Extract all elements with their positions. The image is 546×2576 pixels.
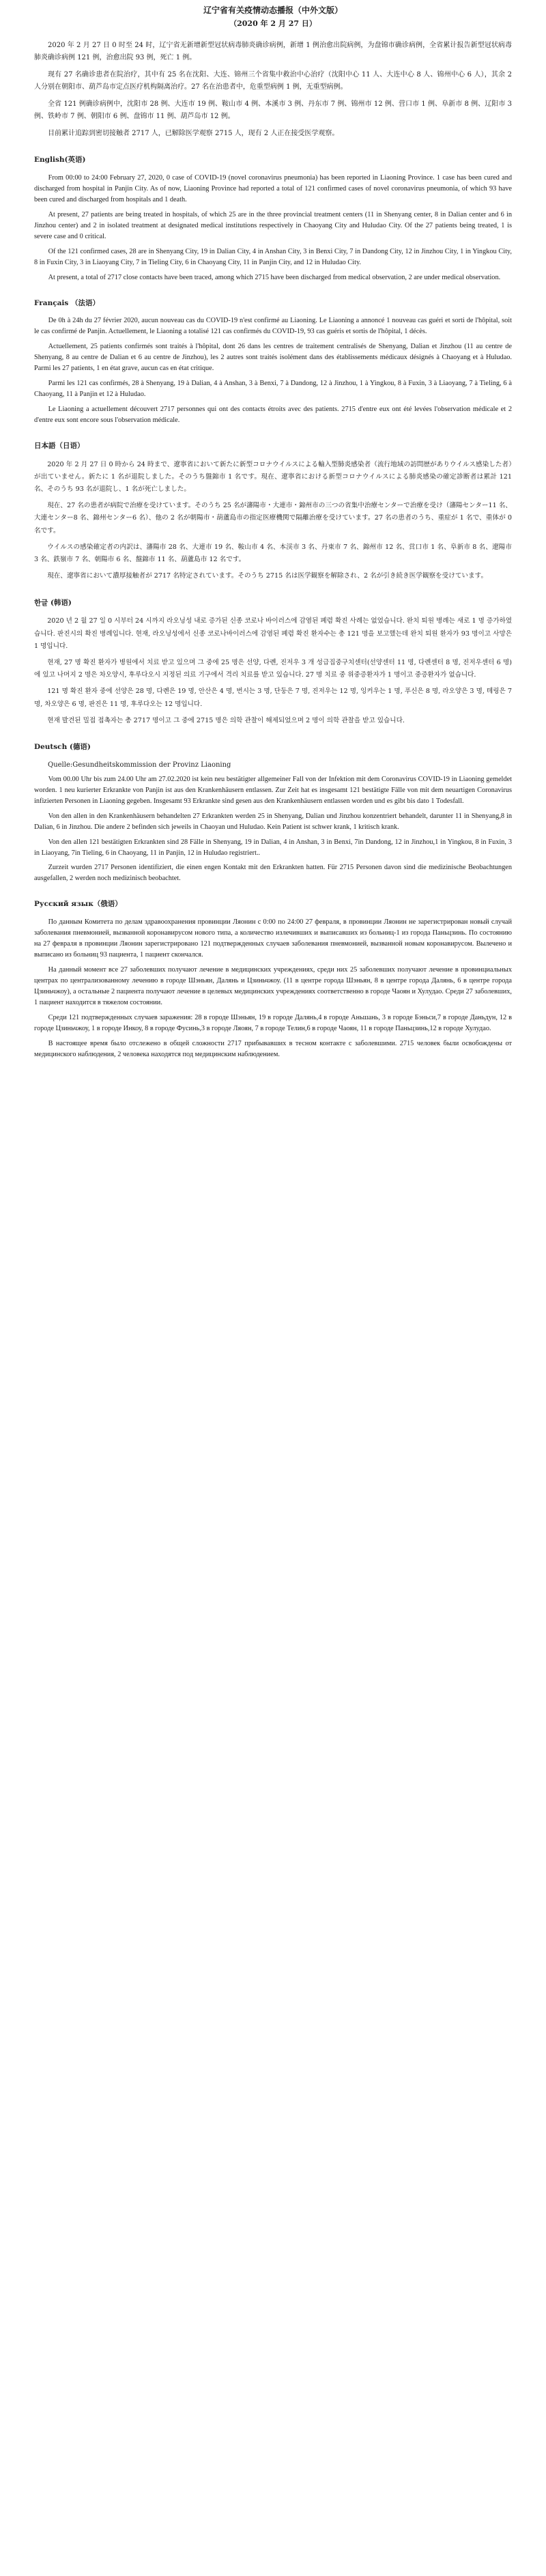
paragraph: Von den allen in den Krankenhäusern behandelten 27 Erkrankten werden 25 in Shenyang, Dalian und Jinzhou konzentriert behandelt, darunter 11 in Shenyang,8 in Dalian, 6 in Jinzhou. Die andere 2 befinden sich jeweils in Chaoyan und Huludao. Kein Patient ist schwer krank, 1 kritisch krank.	[34, 812, 512, 831]
paragraph: На данный момент все 27 заболевших получают лечение в медицинских учреждениях, среди них 25 заболевших получают лечение в провинциальных центрах по централизованному лечению в городе Шэньян, Далянь и Цзиньчжоу. (11 в центре города Шэньян, 8 в центре города Далянь, 6 в центре города Цзиньчжоу), а остальные 2 пациента получают лечение в целевых медицинских учреждениях соответственно в городе Чаоян и Хулудао. Среди 27 заболевших, 1 пациент находится в тяжелом состоянии.	[34, 965, 512, 1006]
paragraph: Среди 121 подтвержденных случаев заражения: 28 в городе Шэньян, 19 в городе Далянь,4 в городе Аньшань, 3 в городе Бэньси,7 в городе Даньдун, 12 в городе Цзиньчжоу, 1 в городе Инкоу, 8 в городе Фусинь,3 в городе Ляоян, 7 в городе Телин,6 в городе Чаоян, 11 в городе Паньцзинь,12 в городе Хулудао.	[34, 1013, 512, 1032]
paragraph: 目前累计追踪到密切接触者 2717 人，已解除医学观察 2715 人，现有 2 人正在接受医学观察。	[48, 129, 339, 137]
report-date: （2020 年 2 月 27 日）	[229, 19, 317, 29]
paragraph: Of the 121 confirmed cases, 28 are in Shenyang City, 19 in Dalian City, 4 in Anshan City, 3 in Benxi City, 7 in Dandong City, 12 in Jinzhou City, 1 in Yingkou City, 8 in Fuxin City, 3 in Liaoyang City, 7 in Tieling City, 6 in Chaoyang City, 11 in Panjin City, and 12 in Huludao City.	[34, 247, 512, 266]
paragraph: 全省 121 例确诊病例中，沈阳市 28 例、大连市 19 例、鞍山市 4 例、本溪市 3 例、丹东市 7 例、锦州市 12 例、营口市 1 例、阜新市 8 例、辽阳市 3 例、铁岭市 7 例、朝阳市 6 例、盘锦市 11 例、葫芦岛市 12 例。	[34, 100, 512, 121]
paragraph: Von den allen 121 bestätigten Erkrankten sind 28 Fälle in Shenyang, 19 in Dalian, 4 in Anshan, 3 in Benxi, 7in Dandong, 12 in Jinzhou,1 in Yingkou, 8 in Fuxin, 3 in Liaoyang, 7in Tieling, 6 in Chaoyang, 11 in Panjin, 12 in Huludao registriert..	[34, 838, 512, 857]
paragraph: 121 명 확진 환자 중에 선양은 28 명, 다롄은 19 명, 안산은 4 명, 번시는 3 명, 단둥은 7 명, 진저우는 12 명, 잉커우는 1 명, 푸신은 8 명, 라오양은 3 명, 톄링은 7 명, 차오양은 6 명, 판진은 11 명, 후루다오는 12 명입니다.	[34, 688, 512, 708]
section-zh	[34, 40, 512, 141]
page-title: 辽宁省有关疫情动态播报（中外文版）	[203, 5, 343, 15]
section-heading: English(英语)	[34, 156, 86, 165]
paragraph: 현재 발견된 밀접 접촉자는 총 2717 명이고 그 중에 2715 명은 의학 관찰이 해제되었으며 2 명이 의학 관찰을 받고 있습니다.	[47, 716, 405, 724]
section-heading: 한글 (韩语)	[34, 598, 72, 607]
report-sections	[34, 40, 512, 1060]
paragraph: Actuellement, 25 patients confirmés sont traités à l'hôpital, dont 26 dans les centres de traitement centralisés de Shenyang, Dalian et Jinzhou (11 au centre de Shenyang, 8 au centre de Dalian et 6 au centre de Jinzhou), les 2 autres sont traités isolément dans des établissements médicaux désignés à Chaoyang et à Huludao. Parmi les 27 patients, 1 en état grave, aucun cas en état critique.	[34, 343, 512, 373]
paragraph: 현재, 27 명 확진 환자가 병원에서 치료 받고 있으며 그 중에 25 명은 선양, 다롄, 진저우 3 개 성급집중구치센터(선양센터 11 명, 다롄센터 8 명, 진저우센터 6 명)에 있고 나머지 2 명은 차오양시, 후루다오시 지정된 의료 기구에서 격리 치료를 받고 있습니다. 27 명 치료 중 위중증환자가 1 명이고 중증환자가 없습니다.	[34, 658, 512, 679]
paragraph: 現在、27 名の患者が病院で治療を受けています。そのうち 25 名が瀋陽市・大連市・錦州市の三つの省集中治療センターで治療を受け（瀋陽センター11 名、大連センター8 名、錦州センター6 名）、他の 2 名が朝陽市・葫蘆島市の指定医療機関で隔離治療を受けています。27 名の患者のうち、重症が 1 名で、重体が 0 名です。	[34, 502, 512, 535]
paragraph: Vom 00.00 Uhr bis zum 24.00 Uhr am 27.02.2020 ist kein neu bestätigter allgemeiner Fall von der Infektion mit dem Coronavirus COVID-19 in Liaoning gemeldet worden. 1 neu kurierter Erkrankte von Panjin ist aus den Krankenhäusern entlassen. Zur Zeit hat es insgesamt 121 bestätigte Fälle von mit dem neuartigen Coronavirus infizierten Personen in Liaoning gegeben. Insgesamt 93 Erkrankte sind gesen aus den Krankenhäusern entlassen worden und es gibt bis dato 1 Todesfall.	[34, 775, 512, 805]
section-ko	[34, 598, 512, 728]
paragraph: По данным Комитета по делам здравоохранения провинции Ляонин с 0:00 по 24:00 27 февраля, в провинции Ляонин не зарегистрирован новый случай заболевания пневмонией, вызванной коронавирусом нового типа, а количество излечивших и выписавших из больниц-1 из города Паньцзинь. По состоянию на 27 февраля в провинции Ляонин зарегистрировано 121 подтвержденных случаев заболевания пневмонией, вызванной новым коронавирусом. Вылечено и выписано из больниц 93 пациента, 1 пациент скончался.	[34, 918, 512, 959]
paragraph: At present, a total of 2717 close contacts have been traced, among which 2715 have been discharged from medical observation, 2 are under medical observation.	[48, 273, 501, 281]
paragraph: ウイルスの感染確定者の内訳は、瀋陽市 28 名、大連市 19 名、鞍山市 4 名、本渓市 3 名、丹東市 7 名、錦州市 12 名、営口市 1 名、阜新市 8 名、遼陽市 3 名、鉄嶺市 7 名、朝陽市 6 名、盤錦市 11 名、葫蘆島市 12 名です。	[34, 543, 512, 564]
paragraph: 2020 年 2 月 27 日 0 時から 24 時まで、遼寧省において新たに新型コロナウイルスによる輸入型肺炎感染者（流行地域の訪問歴がありウイルス感染した者）が出ていません。新たに 1 名が退院しました。そのうち盤錦市 1 名です。現在、遼寧省における新型コロナウイルスによる肺炎感染の確定診断者は累計 121 名、そのうち 93 名が退院し、1 名が死亡しました。	[34, 460, 512, 494]
section-fr	[34, 298, 512, 426]
section-ru	[34, 899, 512, 1060]
paragraph: From 00:00 to 24:00 February 27, 2020, 0 case of COVID-19 (novel coronavirus pneumonia) has been reported in Liaoning Province. 1 case has been cured and discharged from hospital in Panjin City. As of now, Liaoning Province had reported a total of 121 confirmed cases of novel coronavirus pneumonia, of which 93 have been cured and discharged from hospitals and 1 death.	[34, 173, 512, 203]
section-de	[34, 742, 512, 884]
section-source: Quelle:Gesundheitskommission der Provinz Liaoning	[48, 761, 231, 769]
paragraph: Zurzeit wurden 2717 Personen identifiziert, die einen engen Kontakt mit den Erkrankten hatten. Für 2715 Personen davon sind die medizinische Beobachtungen ausgefallen, 2 werden noch medizinisch beobachtet.	[34, 864, 512, 883]
paragraph: 現在、遼寧省において濃厚接触者が 2717 名特定されています。そのうち 2715 名は医学観察を解除され、2 名が引き続き医学観察を受けています。	[47, 572, 488, 580]
paragraph: 2020 년 2 월 27 일 0 시부터 24 시까지 라오닝성 내로 증가된 신종 코로나 바이러스에 감염된 폐렴 확진 사례는 없었습니다. 완치 퇴원 병례는 새로 1 명 증가하였습니다. 판진시의 확진 병례입니다. 현재, 라오닝성에서 신종 코로나바이러스에 감염된 폐렴 확진 환자수는 총 121 명을 보고했는데 완치 퇴원 환자가 93 명이고 사망은 1 명입니다.	[34, 617, 512, 650]
section-heading: Deutsch (德语)	[34, 743, 91, 752]
section-heading: Français （法语）	[34, 298, 100, 307]
section-ja	[34, 441, 512, 583]
paragraph: At present, 27 patients are being treated in hospitals, of which 25 are in the three provincial treatment centers (11 in Shenyang center, 8 in Dalian center and 6 in Jinzhou center) and 2 in isolated treatment at designated medical institutions respectively in Chaoyang City and Huludao City. Of the 27 patients being treated, 1 is severe case and 0 critical.	[34, 210, 512, 240]
paragraph: Parmi les 121 cas confirmés, 28 à Shenyang, 19 à Dalian, 4 à Anshan, 3 à Benxi, 7 à Dandong, 12 à Jinzhou, 1 à Yingkou, 8 à Fuxin, 3 à Liaoyang, 7 à Tieling, 6 à Chaoyang, 11 à Panjin et 12 à Huludao.	[34, 380, 512, 398]
paragraph: 2020 年 2 月 27 日 0 时至 24 时，辽宁省无新增新型冠状病毒肺炎确诊病例，新增 1 例治愈出院病例，为盘锦市确诊病例，全省累计报告新型冠状病毒肺炎确诊病例 121 例，治愈出院 93 例，死亡 1 例。	[34, 41, 512, 62]
paragraph: 现有 27 名确诊患者在院治疗，其中有 25 名在沈阳、大连、锦州三个省集中救治中心治疗（沈阳中心 11 人、大连中心 8 人、锦州中心 6 人），其余 2 人分别在朝阳市、葫芦岛市定点医疗机构隔离治疗。27 名在治患者中，危重型病例 1 例，无重型病例。	[34, 70, 512, 91]
section-heading: Русский язык（俄语）	[34, 900, 122, 909]
paragraph: В настоящее время было отслежено в общей сложности 2717 прибывавших в тесном контакте с заболевшими. 2715 человек были освобождены от медицинского наблюдения, 2 человека находятся под медицинским наблюдением.	[34, 1039, 512, 1058]
paragraph: De 0h à 24h du 27 février 2020, aucun nouveau cas du COVID-19 n'est confirmé au Liaoning. Le Liaoning a annoncé 1 nouveau cas guéri et sorti de l'hôpital, soit le cas confirmé de Panjin. Actuellement, le Liaoning a totalisé 121 cas confirmés du COVID-19, 93 cas guéris et sortis de l'hôpital, 1 décès.	[34, 317, 512, 336]
section-heading: 日本語（日语）	[34, 441, 85, 450]
section-en	[34, 155, 512, 283]
paragraph: Le Liaoning a actuellement découvert 2717 personnes qui ont des contacts étroits avec des patients. 2715 d'entre eux ont été levées l'observation médicale et 2 d'entre eux sont encore sous l'observation médicale.	[34, 405, 512, 424]
document	[34, 4, 512, 1075]
